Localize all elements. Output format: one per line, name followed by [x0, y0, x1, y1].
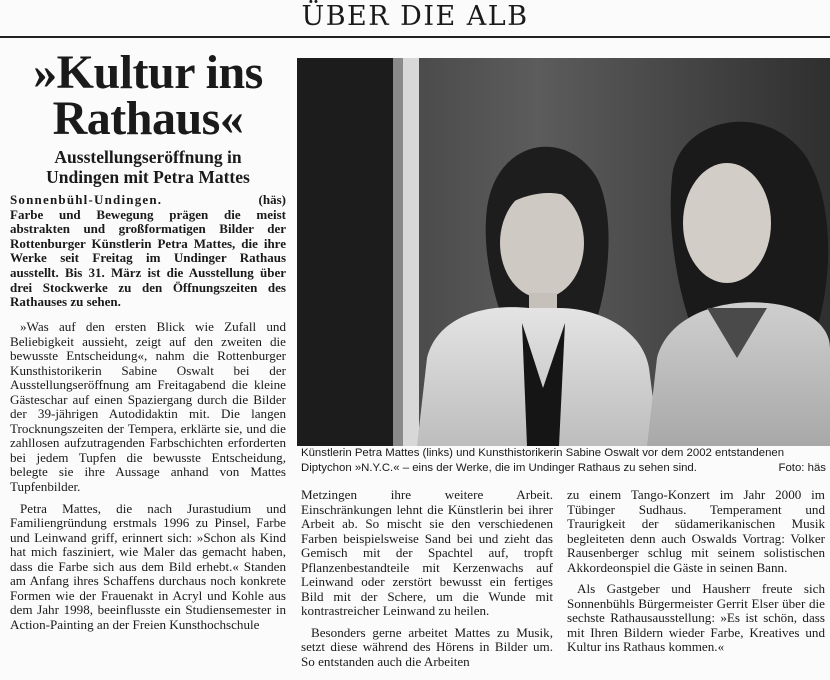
section-rule [0, 36, 830, 38]
dateline-source: (häs) [258, 192, 286, 207]
col1-paragraph-2: Petra Mattes, die nach Jurastudium und Familiengründung erstmals 1996 zu Pinsel, Farbe und Leinwand griff, erinnert sich: »Schon als Kind hat mich fasziniert, wie Maler das gemacht haben, dass die Farbe sich aus dem Bild erhebt.« Standen am Anfang ihres Schaffens durchaus noch konkrete Formen wie der Frauenakt in Acryl und Kohle aus dem Jahr 1998, beeinflusste ein Studiensemester in Action-Painting an der Freien Kunsthochschule [10, 500, 286, 632]
col2-paragraph-2: Besonders gerne arbeitet Mattes zu Musik, setzt diese während des Hörens in Bilder um. So entstanden auch die Arbeiten [301, 624, 553, 670]
painting-edge [297, 58, 393, 446]
section-title: ÜBER DIE ALB [301, 1, 529, 32]
column-2 [301, 488, 553, 670]
col2-paragraph-1: Metzingen ihre weitere Arbeit. Einschränkungen lehnt die Künstlerin bei ihrer Arbeit ab. So mischt sie den verschiedenen Farben beispielsweise Sand bei und zieht das Gemisch mit der Spachtel auf, tropft Pflanzenbestandteile mit Kerzenwachs auf Leinwand oder zerstört bewusst ein fertiges Bild mit der Schere, um die Wunde mit kontrastreicher Leinwand zu heilen. [301, 487, 553, 619]
column-3 [567, 488, 825, 655]
lead-text: Farbe und Bewegung prägen die meist abstrakten und großformatigen Bilder der Rottenburger Künstlerin Petra Mattes, die ihre Werke seit Freitag im Undinger Rathaus ausstellt. Bis 31. März ist die Ausstellung über drei Stockwerke zu den Öffnungszeiten des Rathauses zu sehen. [10, 206, 286, 310]
col1-paragraph-1: »Was auf den ersten Blick wie Zufall und Beliebigkeit aussieht, zeigt auf den zweiten die bewusste Entscheidung«, nahm die Rottenburger Kunsthistorikerin Sabine Oswalt bei der Ausstellungseröffnung am Freitagabend die kleine Gästeschar auf einen Spaziergang durch die Bilder der 39-jährigen Autodidaktin mit. Die langen Trocknungszeiten der Tempera, erklärte sie, und die zahllosen aufzutragenden Farbschichten erforderten bei jedem Tupfen die bewusste Entscheidung, belegte sie ihre Aussage anhand von Mattes Tupfenbilder. [10, 319, 286, 495]
column-1 [10, 320, 286, 632]
photo-caption [301, 446, 826, 476]
photo-credit: Foto: häs [778, 462, 826, 474]
subheadline [0, 147, 296, 187]
caption-text: Künstlerin Petra Mattes (links) und Kunsthistorikerin Sabine Oswalt vor dem 2002 entstandenen Diptychon »N.Y.C.« – eins der Werke, die im Undinger Rathaus zu sehen sind. [301, 447, 785, 474]
dateline-place: Sonnenbühl-Undingen. [10, 192, 163, 207]
headline [0, 46, 296, 145]
col3-paragraph-1: zu einem Tango-Konzert im Jahr 2000 im Tübinger Sudhaus. Temperament und Traurigkeit der südamerikanischen Musik begleiteten denn auch Oswalds Vortrag: Volker Rausenberger schlug mit seinem solistischen Akkordeonspiel die Gäste in seinen Bann. [567, 487, 825, 575]
subhead-line-2: Undingen mit Petra Mattes [46, 167, 250, 187]
headline-line-1: »Kultur ins [33, 46, 263, 99]
article-photo [297, 58, 830, 446]
headline-line-2: Rathaus« [52, 92, 244, 145]
lead-paragraph [10, 193, 286, 310]
photo-image [297, 58, 830, 446]
col3-paragraph-2: Als Gastgeber und Hausherr freute sich Sonnenbühls Bürgermeister Gerrit Elser über die sechste Rathausausstellung: »Es ist schön, dass mit Ihren Bildern wieder Farbe, Kreatives und Kultur ins Rathaus kommen.« [567, 581, 825, 655]
subhead-line-1: Ausstellungseröffnung in [54, 147, 242, 167]
section-header [0, 0, 830, 38]
